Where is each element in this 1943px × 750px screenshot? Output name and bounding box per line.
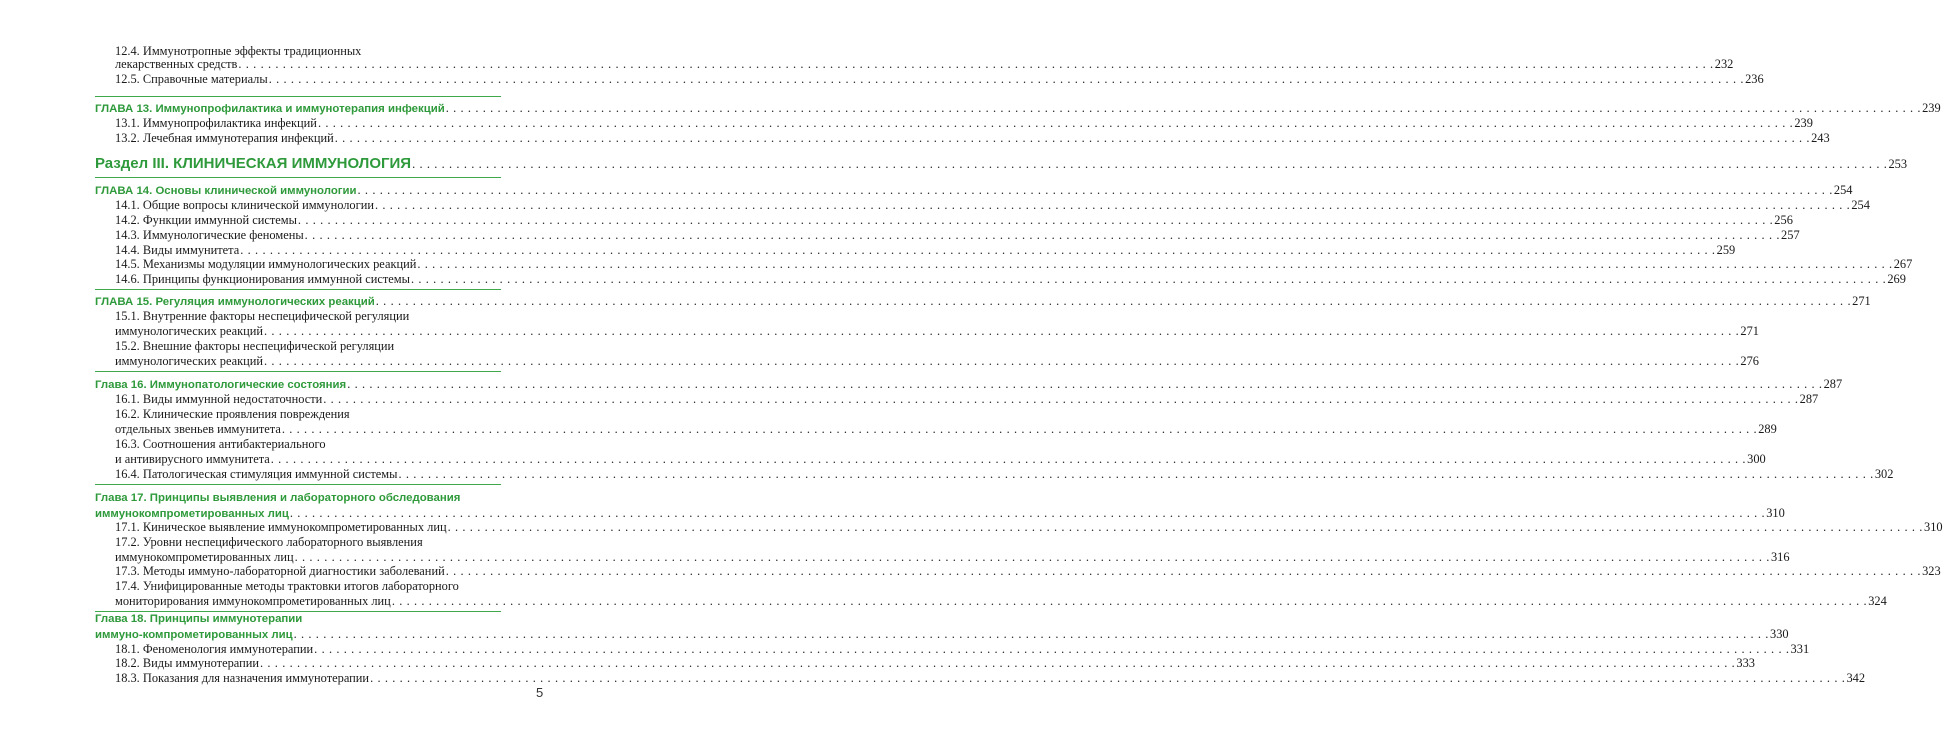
toc-page-number: 259	[1716, 243, 1736, 257]
toc-page-number: 287	[1823, 377, 1843, 391]
toc-entry[interactable]	[115, 272, 1906, 287]
dot-leader: . . . . . . . . . . . . . . . . . . . . . . . . . . . . . . . . . . . . . . . . . . . . . . . . . . . . . . . . . . . . . . . . . . . . . . . . . . . . . . . . . . . . . . . . . . . . . . . . . . . . . . . . . . . . . . . . . . . . . . . . . . . . . . . . . . . . . . . . . . . . . . . . . . . . . . . . . . . . . . . . . . . . . . . . . . . . . . . . . . . . . . . . . . . . . . . . . . . . . . . .	[323, 392, 1799, 406]
toc-entry-title: 17.1. Киническое выявление иммунокомпрометированных лиц	[115, 520, 447, 534]
dot-leader: . . . . . . . . . . . . . . . . . . . . . . . . . . . . . . . . . . . . . . . . . . . . . . . . . . . . . . . . . . . . . . . . . . . . . . . . . . . . . . . . . . . . . . . . . . . . . . . . . . . . . . . . . . . . . . . . . . . . . . . . . . . . . . . . . . . . . . . . . . . . . . . . . . . . . . . . . . . . . . . . . . . . . . . . . . . . . . . . . . . . . . . . . . . . . . . . . . . . . . . .	[357, 183, 1833, 197]
toc-entry-title: 14.3. Иммунологические феномены	[115, 228, 304, 242]
toc-entry-title: 14.1. Общие вопросы клинической иммунологии	[115, 198, 374, 212]
chapter-heading[interactable]	[95, 294, 1871, 309]
toc-entry-title: 16.4. Патологическая стимуляция иммунной системы	[115, 467, 398, 481]
toc-page-number: 271	[1852, 294, 1871, 308]
dot-leader: . . . . . . . . . . . . . . . . . . . . . . . . . . . . . . . . . . . . . . . . . . . . . . . . . . . . . . . . . . . . . . . . . . . . . . . . . . . . . . . . . . . . . . . . . . . . . . . . . . . . . . . . . . . . . . . . . . . . . . . . . . . . . . . . . . . . . . . . . . . . . . . . . . . . . . . . . . . . . . . . . . . . . . . . . . . . . . . . . . . . . . . . . . . . . . . . . . . . . . . .	[293, 627, 1769, 641]
toc-entry-title: иммуно-компрометированных лиц	[95, 629, 293, 641]
dot-leader: . . . . . . . . . . . . . . . . . . . . . . . . . . . . . . . . . . . . . . . . . . . . . . . . . . . . . . . . . . . . . . . . . . . . . . . . . . . . . . . . . . . . . . . . . . . . . . . . . . . . . . . . . . . . . . . . . . . . . . . . . . . . . . . . . . . . . . . . . . . . . . . . . . . . . . . . . . . . . . . . . . . . . . . . . . . . . . . . . . . . . . . . . . . . . . . . . . . . . . . .	[398, 467, 1874, 481]
dot-leader: . . . . . . . . . . . . . . . . . . . . . . . . . . . . . . . . . . . . . . . . . . . . . . . . . . . . . . . . . . . . . . . . . . . . . . . . . . . . . . . . . . . . . . . . . . . . . . . . . . . . . . . . . . . . . . . . . . . . . . . . . . . . . . . . . . . . . . . . . . . . . . . . . . . . . . . . . . . . . . . . . . . . . . . . . . . . . . . . . . . . . . . . . . . . . . . . . . . . . . . .	[374, 198, 1851, 212]
toc-entry-title: 17.3. Методы иммуно-лабораторной диагностики заболеваний	[115, 564, 445, 578]
toc-entry[interactable]	[115, 467, 1894, 482]
toc-entry[interactable]	[115, 354, 1759, 369]
chapter-title-line: Глава 18. Принципы иммунотерапии	[95, 613, 303, 625]
toc-entry-title: 13.1. Иммунопрофилактика инфекций	[115, 116, 317, 130]
dot-leader: . . . . . . . . . . . . . . . . . . . . . . . . . . . . . . . . . . . . . . . . . . . . . . . . . . . . . . . . . . . . . . . . . . . . . . . . . . . . . . . . . . . . . . . . . . . . . . . . . . . . . . . . . . . . . . . . . . . . . . . . . . . . . . . . . . . . . . . . . . . . . . . . . . . . . . . . . . . . . . . . . . . . . . . . . . . . . . . . . . . . . . . . . . . . . . . . . . . . . . . .	[268, 72, 1745, 86]
toc-entry[interactable]	[115, 116, 1813, 131]
toc-entry-line: 15.2. Внешние факторы неспецифической регуляции	[115, 339, 395, 353]
dot-leader: . . . . . . . . . . . . . . . . . . . . . . . . . . . . . . . . . . . . . . . . . . . . . . . . . . . . . . . . . . . . . . . . . . . . . . . . . . . . . . . . . . . . . . . . . . . . . . . . . . . . . . . . . . . . . . . . . . . . . . . . . . . . . . . . . . . . . . . . . . . . . . . . . . . . . . . . . . . . . . . . . . . . . . . . . . . . . . . . . . . . . . . . . . . . . . . . . . . . . . . .	[375, 294, 1852, 308]
toc-entry-title: иммунологических реакций	[115, 324, 264, 338]
chapter-divider	[95, 289, 501, 290]
toc-entry-title: ГЛАВА 15. Регуляция иммунологических реакций	[95, 296, 375, 308]
toc-entry-title: 18.2. Виды иммунотерапии	[115, 656, 260, 670]
toc-entry-title: отдельных звеньев иммунитета	[115, 422, 281, 436]
toc-entry-title: 12.5. Справочные материалы	[115, 72, 268, 86]
toc-entry[interactable]	[115, 324, 1759, 339]
dot-leader: . . . . . . . . . . . . . . . . . . . . . . . . . . . . . . . . . . . . . . . . . . . . . . . . . . . . . . . . . . . . . . . . . . . . . . . . . . . . . . . . . . . . . . . . . . . . . . . . . . . . . . . . . . . . . . . . . . . . . . . . . . . . . . . . . . . . . . . . . . . . . . . . . . . . . . . . . . . . . . . . . . . . . . . . . . . . . . . . . . . . . . . . . . . . . . . . . . . . . . . .	[391, 594, 1868, 608]
dot-leader: . . . . . . . . . . . . . . . . . . . . . . . . . . . . . . . . . . . . . . . . . . . . . . . . . . . . . . . . . . . . . . . . . . . . . . . . . . . . . . . . . . . . . . . . . . . . . . . . . . . . . . . . . . . . . . . . . . . . . . . . . . . . . . . . . . . . . . . . . . . . . . . . . . . . . . . . . . . . . . . . . . . . . . . . . . . . . . . . . . . . . . . . . . . . . . . . . . . . . . . .	[412, 157, 1888, 171]
dot-leader: . . . . . . . . . . . . . . . . . . . . . . . . . . . . . . . . . . . . . . . . . . . . . . . . . . . . . . . . . . . . . . . . . . . . . . . . . . . . . . . . . . . . . . . . . . . . . . . . . . . . . . . . . . . . . . . . . . . . . . . . . . . . . . . . . . . . . . . . . . . . . . . . . . . . . . . . . . . . . . . . . . . . . . . . . . . . . . . . . . . . . . . . . . . . . . . . . . . . . . . .	[238, 57, 1714, 71]
dot-leader: . . . . . . . . . . . . . . . . . . . . . . . . . . . . . . . . . . . . . . . . . . . . . . . . . . . . . . . . . . . . . . . . . . . . . . . . . . . . . . . . . . . . . . . . . . . . . . . . . . . . . . . . . . . . . . . . . . . . . . . . . . . . . . . . . . . . . . . . . . . . . . . . . . . . . . . . . . . . . . . . . . . . . . . . . . . . . . . . . . . . . . . . . . . . . . . . . . . . . . . .	[289, 506, 1766, 520]
toc-page-number: 257	[1781, 228, 1800, 242]
toc-entry[interactable]	[115, 642, 1810, 657]
toc-entry-title: мониторирования иммунокомпрометированных лиц	[115, 594, 391, 608]
toc-page-number: 342	[1846, 671, 1866, 685]
toc-entry-title: 14.5. Механизмы модуляции иммунологических реакций	[115, 257, 417, 271]
dot-leader: . . . . . . . . . . . . . . . . . . . . . . . . . . . . . . . . . . . . . . . . . . . . . . . . . . . . . . . . . . . . . . . . . . . . . . . . . . . . . . . . . . . . . . . . . . . . . . . . . . . . . . . . . . . . . . . . . . . . . . . . . . . . . . . . . . . . . . . . . . . . . . . . . . . . . . . . . . . . . . . . . . . . . . . . . . . . . . . . . . . . . . . . . . . . . . . . . . . . . . . .	[370, 671, 1846, 685]
toc-entry[interactable]	[115, 520, 1943, 535]
toc-entry[interactable]	[115, 72, 1764, 87]
toc-entry[interactable]	[115, 57, 1734, 72]
toc-page-number: 323	[1922, 564, 1941, 578]
toc-entry-title: Раздел III. КЛИНИЧЕСКАЯ ИММУНОЛОГИЯ	[95, 155, 412, 172]
toc-entry-title: иммунологических реакций	[115, 354, 264, 368]
toc-entry[interactable]	[115, 671, 1866, 686]
section-heading[interactable]	[95, 155, 1908, 173]
toc-entry[interactable]	[115, 422, 1777, 437]
toc-entry-title: 16.1. Виды иммунной недостаточности	[115, 392, 323, 406]
dot-leader: . . . . . . . . . . . . . . . . . . . . . . . . . . . . . . . . . . . . . . . . . . . . . . . . . . . . . . . . . . . . . . . . . . . . . . . . . . . . . . . . . . . . . . . . . . . . . . . . . . . . . . . . . . . . . . . . . . . . . . . . . . . . . . . . . . . . . . . . . . . . . . . . . . . . . . . . . . . . . . . . . . . . . . . . . . . . . . . . . . . . . . . . . . . . . . . . . . . . . . . .	[264, 354, 1740, 368]
dot-leader: . . . . . . . . . . . . . . . . . . . . . . . . . . . . . . . . . . . . . . . . . . . . . . . . . . . . . . . . . . . . . . . . . . . . . . . . . . . . . . . . . . . . . . . . . . . . . . . . . . . . . . . . . . . . . . . . . . . . . . . . . . . . . . . . . . . . . . . . . . . . . . . . . . . . . . . . . . . . . . . . . . . . . . . . . . . . . . . . . . . . . . . . . . . . . . . . . . . . . . . .	[417, 257, 1893, 271]
toc-entry-title: иммунокомпрометированных лиц	[115, 550, 294, 564]
toc-page-number: 333	[1736, 656, 1755, 670]
dot-leader: . . . . . . . . . . . . . . . . . . . . . . . . . . . . . . . . . . . . . . . . . . . . . . . . . . . . . . . . . . . . . . . . . . . . . . . . . . . . . . . . . . . . . . . . . . . . . . . . . . . . . . . . . . . . . . . . . . . . . . . . . . . . . . . . . . . . . . . . . . . . . . . . . . . . . . . . . . . . . . . . . . . . . . . . . . . . . . . . . . . . . . . . . . . . . . . . . . . . . . . .	[334, 131, 1811, 145]
toc-page-number: 300	[1747, 452, 1766, 466]
chapter-divider	[95, 484, 501, 485]
toc-entry[interactable]	[115, 228, 1800, 243]
toc-page-number: 276	[1740, 354, 1759, 368]
dot-leader: . . . . . . . . . . . . . . . . . . . . . . . . . . . . . . . . . . . . . . . . . . . . . . . . . . . . . . . . . . . . . . . . . . . . . . . . . . . . . . . . . . . . . . . . . . . . . . . . . . . . . . . . . . . . . . . . . . . . . . . . . . . . . . . . . . . . . . . . . . . . . . . . . . . . . . . . . . . . . . . . . . . . . . . . . . . . . . . . . . . . . . . . . . . . . . . . . . . . . . . .	[281, 422, 1758, 436]
toc-entry-line: 17.4. Унифицированные методы трактовки итогов лабораторного	[115, 579, 459, 593]
toc-page-number: 269	[1887, 272, 1906, 286]
toc-page-number: 287	[1799, 392, 1819, 406]
toc-page-number: 239	[1794, 116, 1813, 130]
toc-entry-title: 18.1. Феноменология иммунотерапии	[115, 642, 314, 656]
toc-entry-title: 14.2. Функции иммунной системы	[115, 213, 297, 227]
toc-page-number: 271	[1740, 324, 1759, 338]
toc-entry-title: ГЛАВА 13. Иммунопрофилактика и иммунотерапия инфекций	[95, 103, 445, 115]
toc-page-number: 243	[1811, 131, 1830, 145]
toc-page-number: 289	[1758, 422, 1777, 436]
toc-entry[interactable]	[115, 131, 1830, 146]
toc-entry-line: 15.1. Внутренние факторы неспецифической регуляции	[115, 309, 410, 323]
toc-page-number: 316	[1770, 550, 1790, 564]
chapter-heading[interactable]	[95, 627, 1789, 642]
toc-entry-line: 16.2. Клинические проявления повреждения	[115, 407, 350, 421]
toc-entry[interactable]	[115, 550, 1790, 565]
toc-entry-title: лекарственных средств	[115, 57, 238, 71]
chapter-divider	[95, 371, 501, 372]
dot-leader: . . . . . . . . . . . . . . . . . . . . . . . . . . . . . . . . . . . . . . . . . . . . . . . . . . . . . . . . . . . . . . . . . . . . . . . . . . . . . . . . . . . . . . . . . . . . . . . . . . . . . . . . . . . . . . . . . . . . . . . . . . . . . . . . . . . . . . . . . . . . . . . . . . . . . . . . . . . . . . . . . . . . . . . . . . . . . . . . . . . . . . . . . . . . . . . . . . . . . . . .	[304, 228, 1781, 242]
dot-leader: . . . . . . . . . . . . . . . . . . . . . . . . . . . . . . . . . . . . . . . . . . . . . . . . . . . . . . . . . . . . . . . . . . . . . . . . . . . . . . . . . . . . . . . . . . . . . . . . . . . . . . . . . . . . . . . . . . . . . . . . . . . . . . . . . . . . . . . . . . . . . . . . . . . . . . . . . . . . . . . . . . . . . . . . . . . . . . . . . . . . . . . . . . . . . . . . . . . . . . . .	[297, 213, 1774, 227]
dot-leader: . . . . . . . . . . . . . . . . . . . . . . . . . . . . . . . . . . . . . . . . . . . . . . . . . . . . . . . . . . . . . . . . . . . . . . . . . . . . . . . . . . . . . . . . . . . . . . . . . . . . . . . . . . . . . . . . . . . . . . . . . . . . . . . . . . . . . . . . . . . . . . . . . . . . . . . . . . . . . . . . . . . . . . . . . . . . . . . . . . . . . . . . . . . . . . . . . . . . . . . .	[445, 564, 1922, 578]
toc-page-number: 239	[1922, 101, 1941, 115]
toc-entry[interactable]	[115, 392, 1819, 407]
toc-page-number: 236	[1745, 72, 1764, 86]
toc-entry-title: и антивирусного иммунитета	[115, 452, 270, 466]
toc-entry-line: 12.4. Иммунотропные эффекты традиционных	[115, 44, 362, 58]
toc-entry-title: 13.2. Лечебная иммунотерапия инфекций	[115, 131, 334, 145]
chapter-divider	[95, 177, 501, 178]
page-number: 5	[536, 685, 544, 700]
toc-page-number: 310	[1766, 506, 1785, 520]
dot-leader: . . . . . . . . . . . . . . . . . . . . . . . . . . . . . . . . . . . . . . . . . . . . . . . . . . . . . . . . . . . . . . . . . . . . . . . . . . . . . . . . . . . . . . . . . . . . . . . . . . . . . . . . . . . . . . . . . . . . . . . . . . . . . . . . . . . . . . . . . . . . . . . . . . . . . . . . . . . . . . . . . . . . . . . . . . . . . . . . . . . . . . . . . . . . . . . . . . . . . . . .	[447, 520, 1923, 534]
dot-leader: . . . . . . . . . . . . . . . . . . . . . . . . . . . . . . . . . . . . . . . . . . . . . . . . . . . . . . . . . . . . . . . . . . . . . . . . . . . . . . . . . . . . . . . . . . . . . . . . . . . . . . . . . . . . . . . . . . . . . . . . . . . . . . . . . . . . . . . . . . . . . . . . . . . . . . . . . . . . . . . . . . . . . . . . . . . . . . . . . . . . . . . . . . . . . . . . . . . . . . . .	[240, 243, 1716, 257]
toc-entry-line: 16.3. Соотношения антибактериального	[115, 437, 326, 451]
dot-leader: . . . . . . . . . . . . . . . . . . . . . . . . . . . . . . . . . . . . . . . . . . . . . . . . . . . . . . . . . . . . . . . . . . . . . . . . . . . . . . . . . . . . . . . . . . . . . . . . . . . . . . . . . . . . . . . . . . . . . . . . . . . . . . . . . . . . . . . . . . . . . . . . . . . . . . . . . . . . . . . . . . . . . . . . . . . . . . . . . . . . . . . . . . . . . . . . . . . . . . . .	[314, 642, 1790, 656]
dot-leader: . . . . . . . . . . . . . . . . . . . . . . . . . . . . . . . . . . . . . . . . . . . . . . . . . . . . . . . . . . . . . . . . . . . . . . . . . . . . . . . . . . . . . . . . . . . . . . . . . . . . . . . . . . . . . . . . . . . . . . . . . . . . . . . . . . . . . . . . . . . . . . . . . . . . . . . . . . . . . . . . . . . . . . . . . . . . . . . . . . . . . . . . . . . . . . . . . . . . . . . .	[410, 272, 1887, 286]
toc-page-number: 302	[1874, 467, 1894, 481]
chapter-heading[interactable]	[95, 183, 1853, 198]
toc-entry-title: 18.3. Показания для назначения иммунотерапии	[115, 671, 370, 685]
chapter-heading[interactable]	[95, 506, 1785, 521]
toc-page-number: 256	[1774, 213, 1793, 227]
chapter-title-line: Глава 17. Принципы выявления и лабораторного обследования	[95, 492, 461, 504]
toc-entry[interactable]	[115, 198, 1870, 213]
toc-entry-title: 14.4. Виды иммунитета	[115, 243, 240, 257]
toc-entry[interactable]	[115, 564, 1941, 579]
toc-entry-title: ГЛАВА 14. Основы клинической иммунологии	[95, 185, 357, 197]
toc-page-number: 330	[1770, 627, 1789, 641]
dot-leader: . . . . . . . . . . . . . . . . . . . . . . . . . . . . . . . . . . . . . . . . . . . . . . . . . . . . . . . . . . . . . . . . . . . . . . . . . . . . . . . . . . . . . . . . . . . . . . . . . . . . . . . . . . . . . . . . . . . . . . . . . . . . . . . . . . . . . . . . . . . . . . . . . . . . . . . . . . . . . . . . . . . . . . . . . . . . . . . . . . . . . . . . . . . . . . . . . . . . . . . .	[347, 377, 1823, 391]
toc-entry-title: Глава 16. Иммунопатологические состояния	[95, 379, 347, 391]
toc-page-number: 254	[1833, 183, 1853, 197]
toc-entry[interactable]	[115, 452, 1766, 467]
chapter-divider	[95, 96, 501, 97]
toc-page-number: 331	[1790, 642, 1810, 656]
dot-leader: . . . . . . . . . . . . . . . . . . . . . . . . . . . . . . . . . . . . . . . . . . . . . . . . . . . . . . . . . . . . . . . . . . . . . . . . . . . . . . . . . . . . . . . . . . . . . . . . . . . . . . . . . . . . . . . . . . . . . . . . . . . . . . . . . . . . . . . . . . . . . . . . . . . . . . . . . . . . . . . . . . . . . . . . . . . . . . . . . . . . . . . . . . . . . . . . . . . . . . . .	[264, 324, 1740, 338]
toc-page-number: 310	[1924, 520, 1943, 534]
dot-leader: . . . . . . . . . . . . . . . . . . . . . . . . . . . . . . . . . . . . . . . . . . . . . . . . . . . . . . . . . . . . . . . . . . . . . . . . . . . . . . . . . . . . . . . . . . . . . . . . . . . . . . . . . . . . . . . . . . . . . . . . . . . . . . . . . . . . . . . . . . . . . . . . . . . . . . . . . . . . . . . . . . . . . . . . . . . . . . . . . . . . . . . . . . . . . . . . . . . . . . . .	[270, 452, 1747, 466]
toc-entry-line: 17.2. Уровни неспецифического лабораторного выявления	[115, 535, 423, 549]
chapter-heading[interactable]	[95, 101, 1941, 116]
dot-leader: . . . . . . . . . . . . . . . . . . . . . . . . . . . . . . . . . . . . . . . . . . . . . . . . . . . . . . . . . . . . . . . . . . . . . . . . . . . . . . . . . . . . . . . . . . . . . . . . . . . . . . . . . . . . . . . . . . . . . . . . . . . . . . . . . . . . . . . . . . . . . . . . . . . . . . . . . . . . . . . . . . . . . . . . . . . . . . . . . . . . . . . . . . . . . . . . . . . . . . . .	[445, 101, 1922, 115]
toc-entry-title: иммунокомпрометированных лиц	[95, 508, 289, 520]
toc-entry[interactable]	[115, 656, 1755, 671]
toc-entry[interactable]	[115, 243, 1736, 258]
toc-page-number: 253	[1888, 157, 1908, 171]
toc-page-number: 232	[1714, 57, 1734, 71]
toc-page-number: 324	[1868, 594, 1887, 608]
toc-entry-title: 14.6. Принципы функционирования иммунной системы	[115, 272, 410, 286]
toc-entry[interactable]	[115, 257, 1913, 272]
dot-leader: . . . . . . . . . . . . . . . . . . . . . . . . . . . . . . . . . . . . . . . . . . . . . . . . . . . . . . . . . . . . . . . . . . . . . . . . . . . . . . . . . . . . . . . . . . . . . . . . . . . . . . . . . . . . . . . . . . . . . . . . . . . . . . . . . . . . . . . . . . . . . . . . . . . . . . . . . . . . . . . . . . . . . . . . . . . . . . . . . . . . . . . . . . . . . . . . . . . . . . . .	[294, 550, 1770, 564]
toc-page-number: 267	[1893, 257, 1913, 271]
dot-leader: . . . . . . . . . . . . . . . . . . . . . . . . . . . . . . . . . . . . . . . . . . . . . . . . . . . . . . . . . . . . . . . . . . . . . . . . . . . . . . . . . . . . . . . . . . . . . . . . . . . . . . . . . . . . . . . . . . . . . . . . . . . . . . . . . . . . . . . . . . . . . . . . . . . . . . . . . . . . . . . . . . . . . . . . . . . . . . . . . . . . . . . . . . . . . . . . . . . . . . . .	[317, 116, 1794, 130]
toc-entry[interactable]	[115, 594, 1887, 609]
toc-entry[interactable]	[115, 213, 1793, 228]
dot-leader: . . . . . . . . . . . . . . . . . . . . . . . . . . . . . . . . . . . . . . . . . . . . . . . . . . . . . . . . . . . . . . . . . . . . . . . . . . . . . . . . . . . . . . . . . . . . . . . . . . . . . . . . . . . . . . . . . . . . . . . . . . . . . . . . . . . . . . . . . . . . . . . . . . . . . . . . . . . . . . . . . . . . . . . . . . . . . . . . . . . . . . . . . . . . . . . . . . . . . . . .	[260, 656, 1736, 670]
chapter-heading[interactable]	[95, 377, 1843, 392]
toc-page-number: 254	[1851, 198, 1870, 212]
